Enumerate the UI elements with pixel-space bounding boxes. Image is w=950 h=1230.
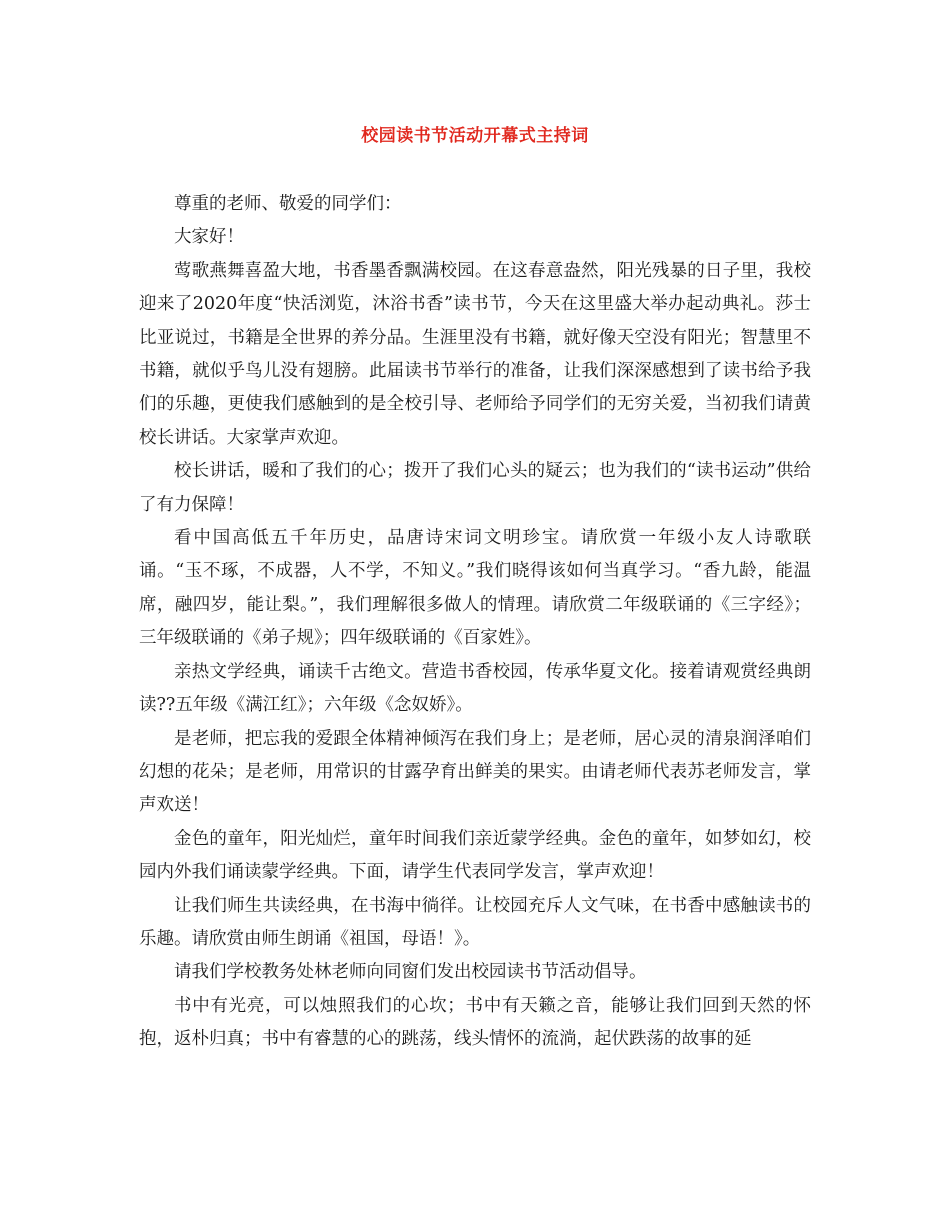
paragraph-recitation-lower-grades: 看中国高低五千年历史，品唐诗宋词文明珍宝。请欣赏一年级小友人诗歌联诵。“玉不琢，不成器，人不学，不知义。”我们晓得该如何当真学习。“香九龄，能温席，融四岁，能让梨。”，我们理解很多做人的情理。请欣赏二年级联诵的《三字经》；三年级联诵的《弟子规》；四年级联诵的《百家姓》。 (139, 528, 811, 649)
paragraph-classics-reading: 亲热文学经典，诵读千古绝文。营造书香校园，传承华夏文化。接着请观赏经典朗读??五年级《满江红》；六年级《念奴娇》。 (139, 661, 811, 716)
paragraph-joint-recitation: 让我们师生共读经典，在书海中徜徉。让校园充斥人文气味，在书香中感触读书的乐趣。请欣赏由师生朗诵《祖国，母语！》。 (139, 895, 811, 949)
page-title: 校园读书节活动开幕式主持词 (361, 126, 589, 146)
paragraph-books: 书中有光亮，可以烛照我们的心坎；书中有天籁之音，能够让我们回到天然的怀抱，返朴归真；书中有睿慧的心的跳荡，线头情怀的流淌，起伏跌荡的故事的延 (139, 995, 811, 1050)
paragraph-opening: 莺歌燕舞喜盈大地，书香墨香飘满校园。在这春意盎然，阳光残暴的日子里，我校迎来了2020年度“快活浏览，沐浴书香”读书节，今天在这里盛大举办起动典礼。莎士比亚说过，书籍是全世界的养分品。生涯里没有书籍，就好像天空没有阳光；智慧里不书籍，就似乎鸟儿没有翅膀。此届读书节举行的准备，让我们深深感想到了读书给予我们的乐趣，更使我们感触到的是全校引导、老师给予同学们的无穷关爱，当初我们请黄校长讲话。大家掌声欢迎。 (139, 260, 811, 448)
document-body (139, 188, 811, 1057)
paragraph-initiative: 请我们学校教务处林老师向同窗们发出校园读书节活动倡导。 (174, 962, 647, 983)
paragraph-principal-speech: 校长讲话，暖和了我们的心；拨开了我们心头的疑云；也为我们的“读书运动”供给了有力保障！ (139, 461, 811, 515)
paragraph-teacher-speech: 是老师，把忘我的爱跟全体精神倾泻在我们身上；是老师，居心灵的清泉润泽咱们幻想的花朵；是老师，用常识的甘露孕育出鲜美的果实。由请老师代表苏老师发言，掌声欢送！ (139, 728, 811, 816)
paragraph-hello: 大家好！ (174, 227, 244, 248)
paragraph-greeting: 尊重的老师、敬爱的同学们： (174, 194, 402, 214)
paragraph-student-speech: 金色的童年，阳光灿烂，童年时间我们亲近蒙学经典。金色的童年，如梦如幻，校园内外我们诵读蒙学经典。下面，请学生代表同学发言，掌声欢迎！ (139, 828, 811, 883)
